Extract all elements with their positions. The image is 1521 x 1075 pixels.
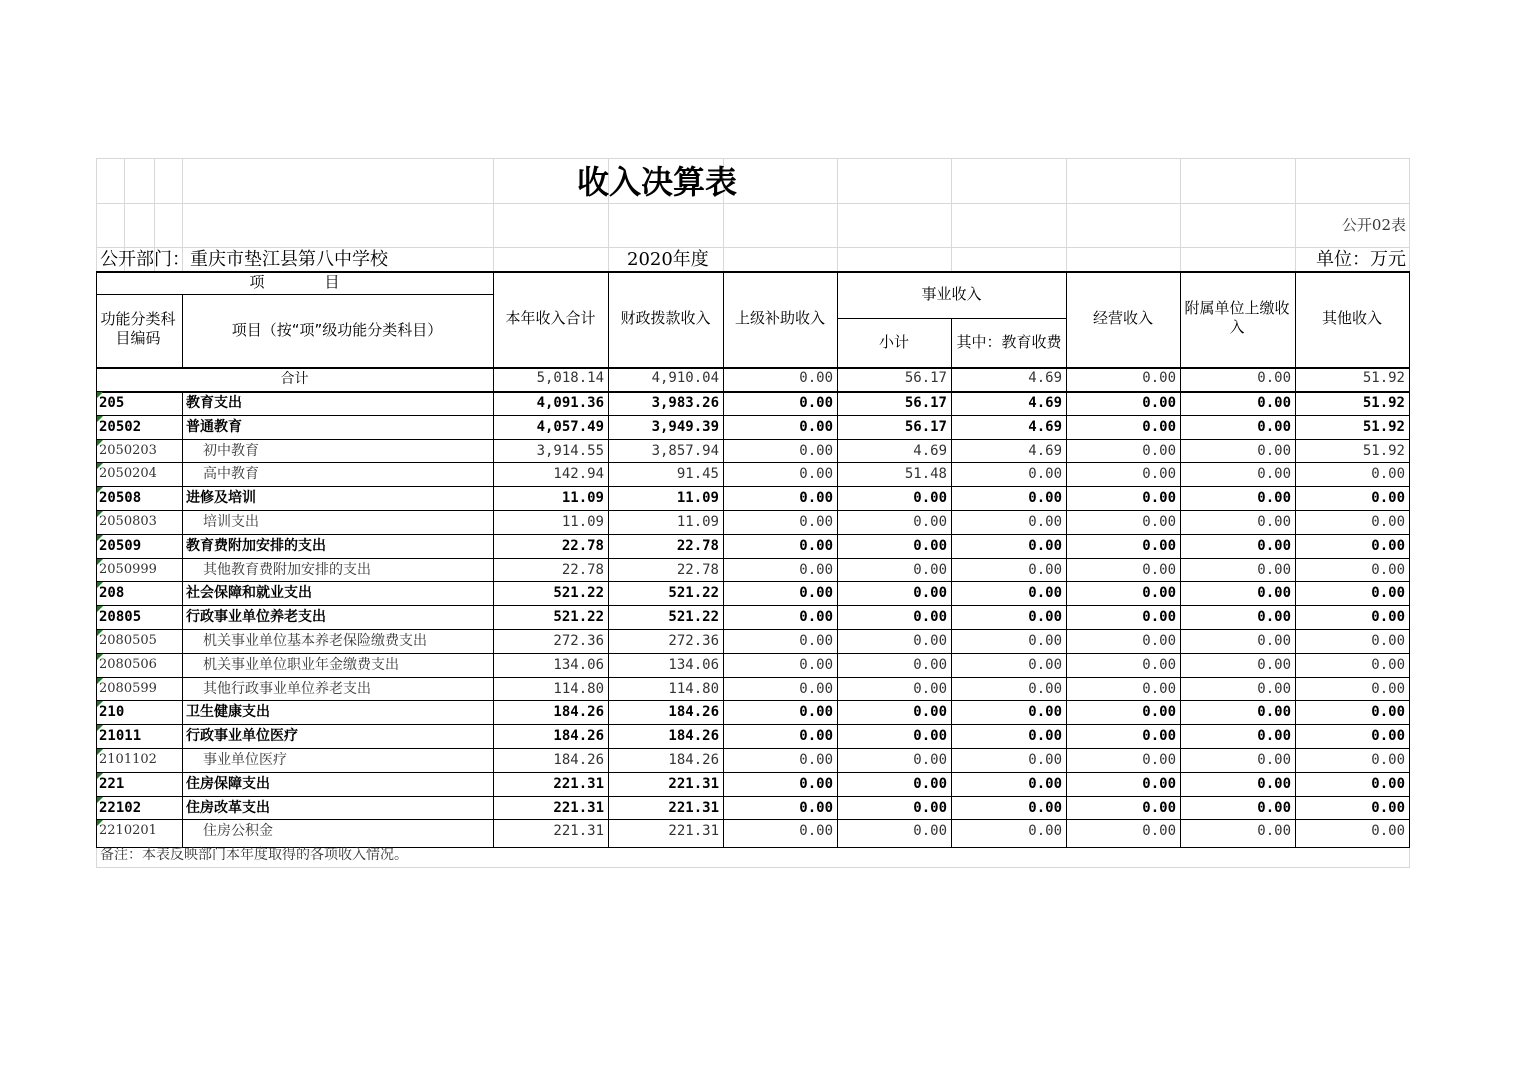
row-value: 184.26 xyxy=(553,752,604,768)
row-value: 0.00 xyxy=(1371,775,1405,792)
header-operating: 经营收入 xyxy=(1092,308,1153,327)
row-value: 4.69 xyxy=(913,442,947,459)
table-row xyxy=(96,391,1409,415)
row-value: 0.00 xyxy=(1142,537,1176,554)
table-row xyxy=(96,677,1409,701)
header-affiliated: 附属单位上缴收入 xyxy=(1184,299,1290,336)
row-value: 142.94 xyxy=(553,466,604,483)
row-value: 0.00 xyxy=(913,656,947,673)
table-row xyxy=(96,486,1409,510)
row-value: 221.31 xyxy=(668,799,719,816)
total-value: 0.00 xyxy=(799,370,833,386)
row-value: 0.00 xyxy=(1371,799,1405,816)
grid-line xyxy=(96,158,1410,159)
header-item: 项 目 xyxy=(249,273,340,291)
row-value: 0.00 xyxy=(799,775,833,792)
table-row xyxy=(96,653,1409,677)
grid-line xyxy=(951,158,952,271)
row-value: 0.00 xyxy=(1142,585,1176,602)
grid-line xyxy=(1066,158,1067,271)
row-value: 0.00 xyxy=(913,633,947,649)
header-func-code: 功能分类科目编码 xyxy=(100,310,176,347)
row-value: 0.00 xyxy=(913,514,947,530)
row-value: 0.00 xyxy=(1028,752,1062,768)
table-row xyxy=(96,510,1409,534)
row-value: 0.00 xyxy=(1028,466,1062,483)
row-value: 0.00 xyxy=(1257,585,1291,602)
row-value: 51.92 xyxy=(1362,395,1405,411)
row-value: 0.00 xyxy=(799,395,833,411)
grid-line xyxy=(96,158,97,271)
row-value: 521.22 xyxy=(668,609,719,626)
row-value: 3,914.55 xyxy=(536,442,604,459)
row-value: 22.78 xyxy=(676,537,719,554)
row-value: 0.00 xyxy=(1257,537,1291,554)
row-value: 0.00 xyxy=(1142,395,1176,411)
total-value: 4.69 xyxy=(1028,370,1062,386)
row-value: 221.31 xyxy=(553,799,604,816)
row-value: 0.00 xyxy=(1371,585,1405,602)
row-value: 0.00 xyxy=(799,609,833,626)
row-item-name: 事业单位医疗 xyxy=(203,752,287,768)
row-value: 11.09 xyxy=(676,514,719,530)
row-value: 0.00 xyxy=(1142,775,1176,792)
row-value: 0.00 xyxy=(1142,466,1176,483)
row-code: 2050204 xyxy=(99,466,157,482)
row-value: 0.00 xyxy=(913,775,947,792)
row-value: 0.00 xyxy=(913,537,947,554)
row-value: 0.00 xyxy=(799,537,833,554)
row-value: 184.26 xyxy=(553,728,604,745)
row-value: 3,857.94 xyxy=(651,442,719,459)
row-code: 2050203 xyxy=(99,442,157,458)
row-value: 11.09 xyxy=(676,490,719,507)
row-value: 0.00 xyxy=(1371,609,1405,626)
grid-line xyxy=(1409,158,1410,271)
header-fiscal: 财政拨款收入 xyxy=(620,308,711,327)
row-value: 0.00 xyxy=(799,728,833,745)
footnote: 备注：本表反映部门本年度取得的各项收入情况。 xyxy=(100,847,408,863)
income-final-account-sheet xyxy=(96,158,1410,868)
row-value: 0.00 xyxy=(1257,466,1291,483)
row-value: 51.92 xyxy=(1362,442,1405,459)
table-row xyxy=(96,581,1409,605)
grid-line xyxy=(96,867,1410,868)
row-value: 0.00 xyxy=(1028,704,1062,721)
row-item-name: 培训支出 xyxy=(203,514,259,530)
row-value: 0.00 xyxy=(1371,752,1405,768)
row-code: 208 xyxy=(99,585,125,602)
row-value: 0.00 xyxy=(1142,799,1176,816)
row-value: 184.26 xyxy=(668,752,719,768)
row-value: 0.00 xyxy=(1371,490,1405,507)
total-value: 56.17 xyxy=(904,370,947,386)
row-item-name: 普通教育 xyxy=(186,418,242,435)
row-value: 0.00 xyxy=(799,418,833,435)
row-value: 51.92 xyxy=(1362,418,1405,435)
row-value: 0.00 xyxy=(1371,633,1405,649)
row-value: 0.00 xyxy=(913,823,947,840)
row-value: 4.69 xyxy=(1028,442,1062,459)
total-value: 0.00 xyxy=(1257,370,1291,386)
row-item-name: 卫生健康支出 xyxy=(186,704,270,721)
row-value: 0.00 xyxy=(1371,656,1405,673)
row-value: 0.00 xyxy=(1028,823,1062,840)
table-row xyxy=(96,534,1409,558)
row-value: 0.00 xyxy=(1257,656,1291,673)
grid-line xyxy=(1295,158,1296,271)
row-value: 22.78 xyxy=(561,537,604,554)
row-value: 22.78 xyxy=(676,561,719,578)
row-value: 0.00 xyxy=(799,585,833,602)
header-subtotal: 小计 xyxy=(878,332,909,351)
total-value: 4,910.04 xyxy=(651,370,719,386)
row-value: 0.00 xyxy=(1028,609,1062,626)
row-code: 20805 xyxy=(99,609,142,626)
table-border xyxy=(96,294,493,295)
grid-line xyxy=(837,158,838,271)
row-item-name: 住房保障支出 xyxy=(186,775,270,792)
row-value: 0.00 xyxy=(799,490,833,507)
table-row xyxy=(96,796,1409,820)
row-value: 272.36 xyxy=(553,633,604,649)
row-value: 56.17 xyxy=(904,418,947,435)
header-other: 其他收入 xyxy=(1321,308,1382,327)
row-item-name: 行政事业单位养老支出 xyxy=(186,609,326,626)
table-row xyxy=(96,439,1409,463)
row-value: 0.00 xyxy=(799,656,833,673)
row-value: 0.00 xyxy=(913,704,947,721)
table-border xyxy=(951,318,952,367)
row-value: 0.00 xyxy=(913,752,947,768)
grid-line xyxy=(1180,158,1181,271)
row-code: 2080505 xyxy=(99,633,157,648)
row-item-name: 进修及培训 xyxy=(186,490,256,507)
row-code: 2050999 xyxy=(99,561,157,577)
row-value: 221.31 xyxy=(668,823,719,840)
department-label: 公开部门：重庆市垫江县第八中学校 xyxy=(100,249,388,270)
row-value: 0.00 xyxy=(1142,633,1176,649)
table-row xyxy=(96,748,1409,772)
row-value: 0.00 xyxy=(913,728,947,745)
row-value: 0.00 xyxy=(1028,728,1062,745)
row-value: 0.00 xyxy=(1142,823,1176,840)
row-value: 0.00 xyxy=(1028,585,1062,602)
row-value: 0.00 xyxy=(799,823,833,840)
row-value: 0.00 xyxy=(1142,704,1176,721)
row-value: 51.48 xyxy=(904,466,947,483)
row-value: 221.31 xyxy=(553,775,604,792)
row-item-name: 机关事业单位职业年金缴费支出 xyxy=(203,656,399,673)
row-item-name: 初中教育 xyxy=(203,442,259,459)
sheet-title: 收入决算表 xyxy=(577,163,738,201)
row-value: 114.80 xyxy=(668,680,719,697)
row-value: 0.00 xyxy=(913,609,947,626)
row-value: 0.00 xyxy=(913,799,947,816)
table-row xyxy=(96,415,1409,439)
row-value: 0.00 xyxy=(1257,704,1291,721)
row-value: 0.00 xyxy=(1371,704,1405,721)
row-value: 134.06 xyxy=(553,656,604,673)
row-item-name: 住房改革支出 xyxy=(186,799,270,816)
row-value: 0.00 xyxy=(1371,728,1405,745)
row-value: 0.00 xyxy=(1257,633,1291,649)
row-value: 0.00 xyxy=(799,799,833,816)
row-value: 0.00 xyxy=(913,680,947,697)
row-value: 3,949.39 xyxy=(651,418,719,435)
row-item-name: 教育费附加安排的支出 xyxy=(186,537,326,554)
row-value: 0.00 xyxy=(1028,490,1062,507)
total-value: 5,018.14 xyxy=(536,370,604,386)
unit-label: 单位：万元 xyxy=(1316,249,1406,270)
row-code: 2050803 xyxy=(99,514,157,529)
row-value: 0.00 xyxy=(1257,561,1291,578)
row-value: 3,983.26 xyxy=(651,395,719,411)
row-item-name: 其他教育费附加安排的支出 xyxy=(203,561,371,578)
row-value: 56.17 xyxy=(904,395,947,411)
table-row xyxy=(96,772,1409,796)
row-value: 0.00 xyxy=(1371,466,1405,483)
grid-line xyxy=(493,158,494,271)
row-value: 0.00 xyxy=(1142,752,1176,768)
header-edu-fee: 其中：教育收费 xyxy=(956,332,1062,351)
row-value: 0.00 xyxy=(1142,656,1176,673)
row-code: 21011 xyxy=(99,728,142,745)
row-code: 205 xyxy=(99,395,125,411)
row-item-name: 教育支出 xyxy=(186,395,242,411)
header-total: 本年收入合计 xyxy=(505,308,596,327)
table-row xyxy=(96,819,1409,843)
total-row-label: 合计 xyxy=(280,371,309,387)
row-value: 134.06 xyxy=(668,656,719,673)
row-item-name: 住房公积金 xyxy=(203,823,273,840)
row-value: 0.00 xyxy=(1257,418,1291,435)
row-value: 0.00 xyxy=(1371,680,1405,697)
row-code: 2101102 xyxy=(99,752,157,767)
row-value: 0.00 xyxy=(1371,537,1405,554)
row-value: 184.26 xyxy=(668,728,719,745)
row-value: 0.00 xyxy=(1371,561,1405,578)
form-number: 公开02表 xyxy=(1341,216,1406,234)
row-value: 0.00 xyxy=(1028,514,1062,530)
row-value: 11.09 xyxy=(561,514,604,530)
row-value: 521.22 xyxy=(553,609,604,626)
row-value: 272.36 xyxy=(668,633,719,649)
header-superior: 上级补助收入 xyxy=(734,308,825,327)
row-value: 0.00 xyxy=(1257,823,1291,840)
row-value: 521.22 xyxy=(553,585,604,602)
row-value: 0.00 xyxy=(799,466,833,483)
row-value: 0.00 xyxy=(913,585,947,602)
row-value: 0.00 xyxy=(1028,680,1062,697)
row-value: 0.00 xyxy=(799,561,833,578)
row-value: 114.80 xyxy=(553,680,604,697)
row-value: 0.00 xyxy=(799,752,833,768)
table-border xyxy=(1409,271,1410,367)
row-value: 0.00 xyxy=(1257,680,1291,697)
row-item-name: 机关事业单位基本养老保险缴费支出 xyxy=(203,633,427,649)
row-value: 0.00 xyxy=(1142,561,1176,578)
row-value: 0.00 xyxy=(1257,799,1291,816)
table-border xyxy=(1180,271,1181,367)
row-value: 4.69 xyxy=(1028,418,1062,435)
row-code: 20502 xyxy=(99,418,142,435)
row-value: 22.78 xyxy=(561,561,604,578)
row-item-name: 社会保障和就业支出 xyxy=(186,585,312,602)
row-value: 4.69 xyxy=(1028,395,1062,411)
row-code: 2210201 xyxy=(99,823,157,839)
row-value: 0.00 xyxy=(1028,799,1062,816)
row-value: 0.00 xyxy=(799,704,833,721)
row-code: 2080506 xyxy=(99,656,157,672)
row-value: 0.00 xyxy=(1028,561,1062,578)
grid-line xyxy=(96,247,1410,248)
row-value: 0.00 xyxy=(1142,680,1176,697)
row-value: 4,091.36 xyxy=(536,395,604,411)
row-value: 0.00 xyxy=(913,490,947,507)
row-value: 0.00 xyxy=(1257,775,1291,792)
row-value: 0.00 xyxy=(1028,633,1062,649)
grid-line xyxy=(96,203,1410,204)
row-value: 0.00 xyxy=(1142,442,1176,459)
row-value: 0.00 xyxy=(799,442,833,459)
row-value: 0.00 xyxy=(799,680,833,697)
row-value: 184.26 xyxy=(553,704,604,721)
row-code: 22102 xyxy=(99,799,142,816)
table-row xyxy=(96,724,1409,748)
table-row xyxy=(96,700,1409,724)
row-value: 0.00 xyxy=(1142,609,1176,626)
row-value: 184.26 xyxy=(668,704,719,721)
grid-line xyxy=(1409,847,1410,868)
row-value: 0.00 xyxy=(1371,823,1405,840)
row-item-name: 行政事业单位医疗 xyxy=(186,728,298,745)
header-item-name: 项目（按“项”级功能分类科目） xyxy=(231,320,443,339)
row-value: 0.00 xyxy=(1142,490,1176,507)
row-value: 0.00 xyxy=(1257,490,1291,507)
table-row xyxy=(96,558,1409,582)
row-value: 0.00 xyxy=(1028,775,1062,792)
row-value: 11.09 xyxy=(561,490,604,507)
table-row xyxy=(96,629,1409,653)
row-value: 91.45 xyxy=(676,466,719,483)
total-value: 51.92 xyxy=(1362,370,1405,386)
row-value: 0.00 xyxy=(1371,514,1405,530)
row-value: 0.00 xyxy=(913,561,947,578)
table-row xyxy=(96,605,1409,629)
row-value: 0.00 xyxy=(1028,537,1062,554)
fiscal-year: 2020年度 xyxy=(627,249,709,270)
row-value: 0.00 xyxy=(1142,418,1176,435)
row-value: 0.00 xyxy=(1257,442,1291,459)
row-code: 20508 xyxy=(99,490,142,507)
row-code: 2080599 xyxy=(99,680,157,696)
row-value: 0.00 xyxy=(1142,514,1176,530)
row-value: 221.31 xyxy=(553,823,604,840)
row-value: 0.00 xyxy=(1257,752,1291,768)
table-row xyxy=(96,462,1409,486)
row-value: 4,057.49 xyxy=(536,418,604,435)
row-value: 521.22 xyxy=(668,585,719,602)
row-code: 221 xyxy=(99,775,125,792)
grid-line xyxy=(96,847,97,868)
row-code: 210 xyxy=(99,704,125,721)
total-value: 0.00 xyxy=(1142,370,1176,386)
row-value: 0.00 xyxy=(1257,728,1291,745)
row-value: 0.00 xyxy=(799,633,833,649)
row-code: 20509 xyxy=(99,537,142,554)
row-value: 0.00 xyxy=(1257,609,1291,626)
row-value: 0.00 xyxy=(799,514,833,530)
row-value: 221.31 xyxy=(668,775,719,792)
row-value: 0.00 xyxy=(1028,656,1062,673)
row-value: 0.00 xyxy=(1257,395,1291,411)
row-value: 0.00 xyxy=(1142,728,1176,745)
row-value: 0.00 xyxy=(1257,514,1291,530)
row-item-name: 其他行政事业单位养老支出 xyxy=(203,680,371,697)
row-item-name: 高中教育 xyxy=(203,466,259,483)
header-business: 事业收入 xyxy=(921,284,982,303)
